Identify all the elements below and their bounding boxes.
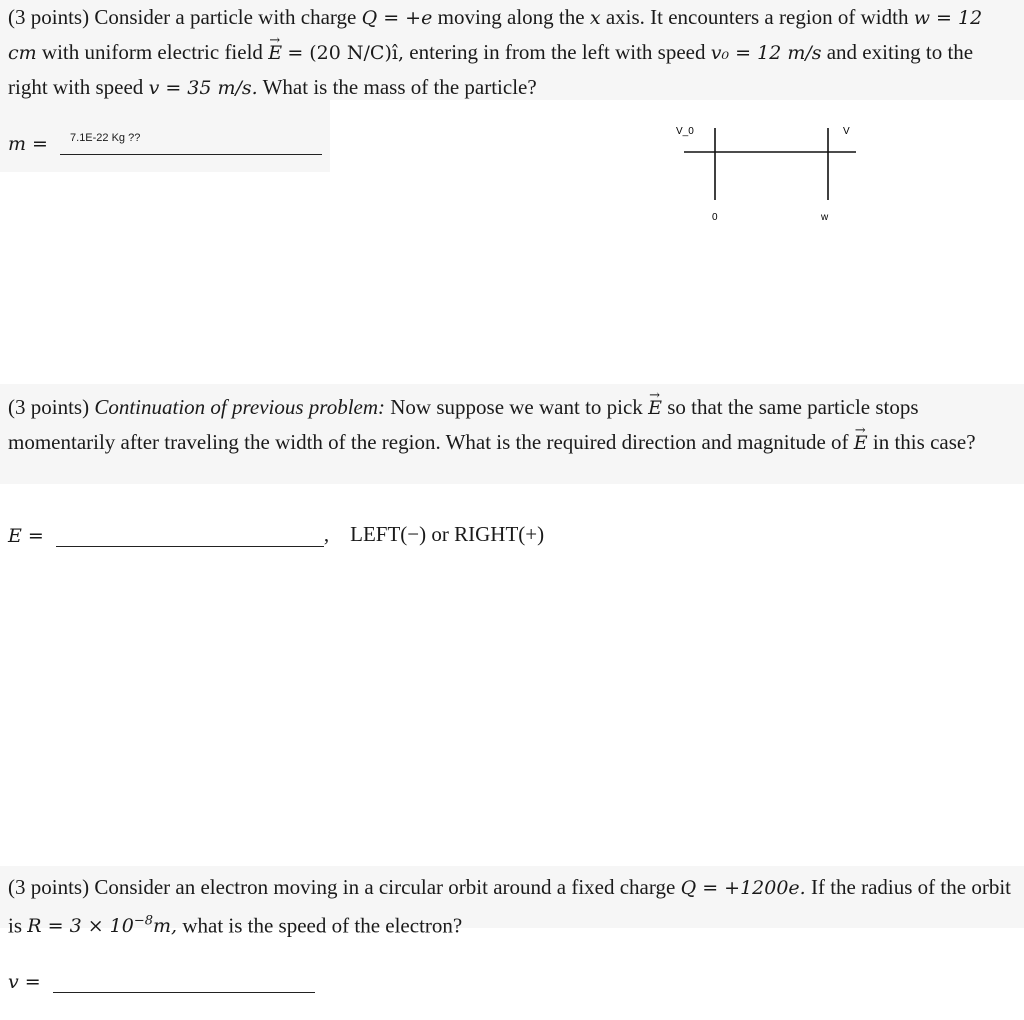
problem-2-text: [8, 390, 1020, 460]
problem-2-text-b: so that the same particle stops momentarily after traveling the width of the region. What is the required direction and magnitude of: [8, 395, 919, 454]
problem-1-charge: Q = +e: [361, 7, 433, 29]
field-region-diagram: [660, 110, 870, 240]
problem-3-answer-label: v =: [8, 971, 47, 993]
problem-1-answer-row: [8, 130, 322, 155]
problem-1-v: v = 35 m/s.: [148, 77, 258, 99]
problem-3-text-a: Consider an electron moving in a circular orbit around a fixed charge: [94, 875, 676, 899]
problem-1-text: [8, 0, 1008, 105]
problem-2-field-vector-b: → E: [854, 426, 868, 460]
problem-2-direction-options: , LEFT(−) or RIGHT(+): [323, 522, 545, 546]
problem-3-radius-exp: −8: [133, 914, 154, 929]
diagram-label-v: V: [843, 126, 850, 137]
problem-1-field-vector: → E: [268, 36, 282, 70]
problem-3-radius-unit: m,: [153, 915, 178, 938]
problem-3-text: [8, 870, 1022, 943]
problem-1-text-f: and exiting to the right with speed: [8, 40, 974, 99]
problem-3-text-b: If the radius of the orbit is: [8, 875, 1011, 938]
problem-2-points: (3 points): [8, 395, 90, 419]
diagram-label-w: w: [821, 212, 829, 223]
problem-1-answer-value: 7.1E-22 Kg ??: [70, 132, 141, 144]
problem-1-text-e: entering in from the left with speed: [409, 40, 706, 64]
diagram-label-0: 0: [712, 212, 718, 223]
problem-1-field: = (20 N/C)î,: [287, 42, 404, 64]
problem-3-answer-row: [8, 968, 315, 993]
problem-3-radius: [27, 915, 177, 937]
problem-1-text-a: Consider a particle with charge: [94, 5, 357, 29]
problem-1-x-var: x: [589, 7, 601, 29]
problem-1-width: w = 12 cm: [8, 7, 983, 64]
diagram-label-v0: V_0: [676, 126, 694, 137]
problem-1-text-d: with uniform electric field: [41, 40, 263, 64]
problem-3-charge: Q = +1200e.: [680, 877, 806, 899]
problem-2-answer-label: E =: [8, 525, 50, 547]
problem-1-text-b: moving along the: [437, 5, 585, 29]
problem-2-field-vector-a: → E: [648, 391, 662, 425]
problem-1-text-c: axis. It encounters a region of width: [605, 5, 909, 29]
problem-1-answer-field[interactable]: [60, 130, 322, 155]
problem-2-answer-field[interactable]: [56, 522, 324, 547]
problem-2-question: in this case?: [872, 430, 976, 454]
problem-1-v0: v₀ = 12 m/s: [710, 42, 822, 64]
problem-1-points: (3 points): [8, 5, 90, 29]
problem-2-text-a: Now suppose we want to pick: [390, 395, 643, 419]
problem-2-continuation: Continuation of previous problem:: [94, 395, 386, 419]
problem-3-question: what is the speed of the electron?: [182, 913, 463, 938]
problem-3-answer-field[interactable]: [53, 968, 315, 993]
problem-3-points: (3 points): [8, 875, 90, 899]
problem-1-question: What is the mass of the particle?: [262, 75, 537, 99]
problem-2-answer-row: [8, 522, 544, 547]
problem-3-radius-base: R = 3 × 10: [27, 915, 134, 938]
problem-1-answer-label: m =: [8, 133, 55, 155]
